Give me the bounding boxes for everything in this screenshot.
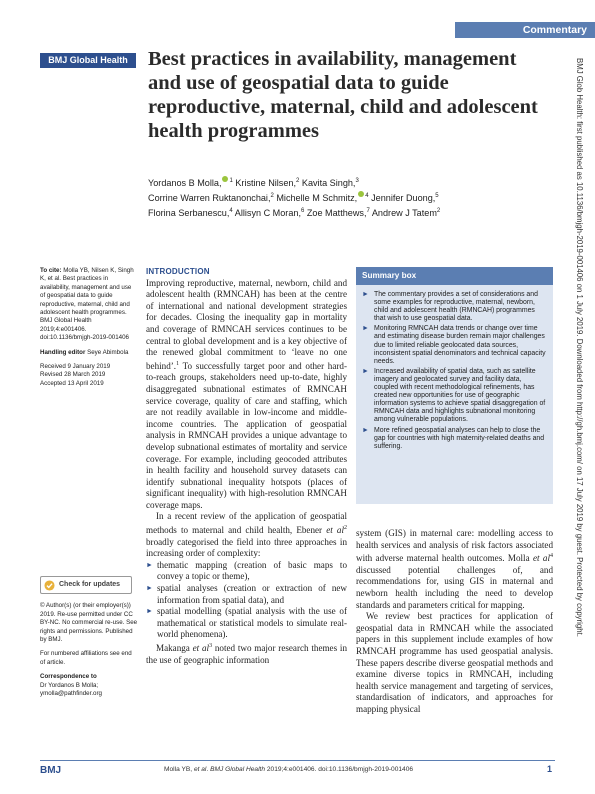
reference-number[interactable]: 1: [176, 360, 180, 367]
article-title: Best practices in availability, management and use of geospatial data to guide reproductive, maternal, child and adolescent health programmes: [148, 48, 538, 142]
download-notice-vertical: BMJ Glob Health: first published as 10.1136/bmjgh-2019-001406 on 1 July 2019. Downloaded from http://gh.bmj.com/ on 17 July 2019 by guest. Protected by copyright.: [575, 58, 584, 637]
copyright-notice: © Author(s) (or their employer(s)) 2019. Re-use permitted under CC BY-NC. No commercial re-use. See rights and permissions. Published by BMJ.: [40, 602, 138, 643]
affiliation-number: 2: [296, 178, 300, 184]
affiliation-number: 4: [229, 208, 233, 214]
summary-list: [356, 285, 553, 451]
revised-date: Revised 28 March 2019: [40, 371, 106, 379]
check-updates-label: Check for updates: [59, 581, 121, 589]
paragraph: system (GIS) in maternal care: modelling access to health services and analysis of risk factors associated with adverse maternal health outcomes. Molla et $al^4$ discussed potential challenges of, and recommendations for, using GIS in maternal and newborn health including the need to develop standards and parameters critical for mapping.: [356, 528, 553, 610]
affiliations-note: For numbered affiliations see end of article.: [40, 650, 132, 666]
bullet-arrow-icon: ►: [146, 607, 153, 616]
summary-box-heading: Summary box: [356, 267, 553, 285]
paragraph: In a recent review of the application of geospatial methods to maternal and child health, Ebener et $al^2$ broadly categorised the field into three approaches in increasing order of complexity:: [146, 511, 347, 559]
editor-label: Handling editor: [40, 348, 86, 356]
approach-list: [146, 560, 347, 641]
affiliation-number: 1: [229, 178, 233, 184]
reference-number[interactable]: 2: [344, 525, 347, 532]
author-name: Kristine Nilsen,: [235, 178, 296, 188]
section-heading: INTRODUCTION: [146, 267, 210, 276]
author-name: Allisyn C Moran,: [234, 208, 301, 218]
handling-editor: [40, 349, 138, 357]
article-info-sidebar: [40, 267, 138, 704]
affiliation-number: 7: [366, 208, 370, 214]
correspondence-email[interactable]: ymolla@pathfinder.org: [40, 689, 103, 697]
cite-label: To cite:: [40, 267, 62, 274]
how-to-cite: [40, 267, 138, 343]
reference-number[interactable]: 3: [209, 643, 213, 649]
summary-item: ► The commentary provides a set of considerations and some examples for reproductive, maternal, newborn, child and adolescent health (RMNCAH) programmes that wish to use geospatial data.: [362, 291, 538, 323]
affiliation-number: 4: [365, 193, 369, 199]
bullet-arrow-icon: ►: [362, 367, 369, 375]
editor-name: Seye Abimbola: [87, 348, 129, 356]
author-name: Jennifer Duong,: [371, 193, 436, 203]
article-type-banner: Commentary: [455, 22, 595, 38]
received-date: Received 9 January 2019: [40, 363, 111, 371]
orcid-icon[interactable]: [222, 176, 228, 182]
article-dates: [40, 363, 138, 388]
affiliation-number: 5: [435, 193, 439, 199]
author-name: Florina Serbanescu,: [148, 208, 230, 218]
summary-box: [356, 267, 553, 504]
bullet-arrow-icon: ►: [362, 291, 369, 298]
summary-item: ► Increased availability of spatial data, such as satellite imagery and geolocated survey and facility data, coupled with recent methodological refinements, has created new opportunities for use of geographic information systems to achieve spatial disaggregation of RMNCAH data and highlights subnational monitoring among vulnerable populations.: [362, 367, 546, 424]
list-item: ► spatial modelling (spatial analysis with the use of mathematical or statistical models to simulate real-world phenomena).: [146, 606, 347, 640]
footer-citation: Molla YB, et al. BMJ Global Health 2019;4:e001406. doi:10.1136/bmjgh-2019-001406: [164, 766, 414, 773]
cite-text: Molla YB, Nilsen K, Singh K, et al. Best practices in availability, management and use of geospatial data to guide reproductive, maternal, child and adolescent health programmes. BMJ Global Health 2019;4:e001406. doi:10.1136/bmjgh-2019-001406: [40, 267, 134, 342]
author-name: Zoe Matthews,: [306, 208, 367, 218]
accepted-date: Accepted 13 April 2019: [40, 379, 104, 387]
journal-logo: BMJ Global Health: [40, 53, 136, 68]
correspondence-label: Correspondence to: [40, 673, 97, 681]
author-name: Corrine Warren Ruktanonchai,: [148, 193, 271, 203]
author-name: Kavita Singh,: [301, 178, 356, 188]
affiliation-number: 3: [355, 178, 359, 184]
body-column-right: [356, 528, 553, 716]
bullet-arrow-icon: ►: [146, 584, 153, 593]
reference-number[interactable]: 4: [549, 553, 553, 560]
list-item: ► thematic mapping (creation of basic maps to convey a topic or theme),: [146, 559, 347, 582]
paragraph: Improving reproductive, maternal, newborn, child and adolescent health (RMNCAH) has been at the centre of international and national development strategies for decades. Closing the inequality gap in mortality and coverage of RMNCAH services continues to be central to global development and is a key objective of the renewed global commitment to ‘leave no one behind’.$^1$ To successfully target poor and other hard-to-reach groups, stakeholders need up-to-date, highly disaggregated subnational estimates of RMNCAH service coverage, quality of care and staffing, which are not readily available in low-income and middle-income countries. The application of geospatial analysis in RMNCAH provides a unique advantage to develop subnational estimates of mortality and service coverage. For example, including geocoded attributes in health facility and household survey datasets can identify subnational inequality hotspots (places of significant inequality) with high-resolution RMNCAH coverage maps.: [146, 277, 347, 510]
author-list: [148, 175, 543, 220]
summary-item: ► Monitoring RMNCAH data trends or change over time and estimating disease burden remain major challenges due to limited reliable geolocated data sources, inconsistent spatial denominators and technical capacity needs.: [362, 325, 546, 365]
footer-divider: [40, 760, 555, 761]
page-number: 1: [547, 764, 553, 774]
affiliation-number: 2: [270, 193, 274, 199]
check-updates-icon: [44, 580, 55, 591]
bullet-arrow-icon: ►: [146, 560, 153, 569]
author-name: Michelle M Schmitz,: [276, 193, 358, 203]
author-name: Andrew J Tatem: [371, 208, 437, 218]
body-column-left: [146, 266, 347, 666]
orcid-icon[interactable]: [358, 191, 364, 197]
paragraph: Makanga et $al^3$ noted two major research themes in the use of geographic information: [146, 643, 347, 665]
list-item: ► spatial analyses (creation or extraction of new information from spatial data), and: [146, 583, 347, 605]
bullet-arrow-icon: ►: [362, 426, 369, 434]
affiliation-number: 2: [436, 208, 441, 214]
correspondence: [40, 673, 138, 698]
correspondence-name: Dr Yordanos B Molla;: [40, 681, 99, 689]
bullet-arrow-icon: ►: [362, 325, 369, 333]
author-name: Yordanos B Molla,: [148, 178, 222, 188]
summary-item: ► More refined geospatial analyses can help to close the gap for countries with high maternity-related deaths and suffering.: [362, 426, 545, 450]
paragraph: We review best practices for application of geospatial data in RMNCAH while the associated papers in this supplement include examples of how RMNCAH programme has used geospatial analysis. These papers describe diverse geospatial methods and examine diverse topics in RMNCAH, including health service management and targeting of services, standardisation of indicators, and approaches for mapping physical: [356, 611, 553, 714]
check-for-updates-button[interactable]: [40, 576, 132, 594]
publisher-logo: BMJ: [40, 765, 62, 776]
affiliation-number: 6: [300, 208, 305, 214]
